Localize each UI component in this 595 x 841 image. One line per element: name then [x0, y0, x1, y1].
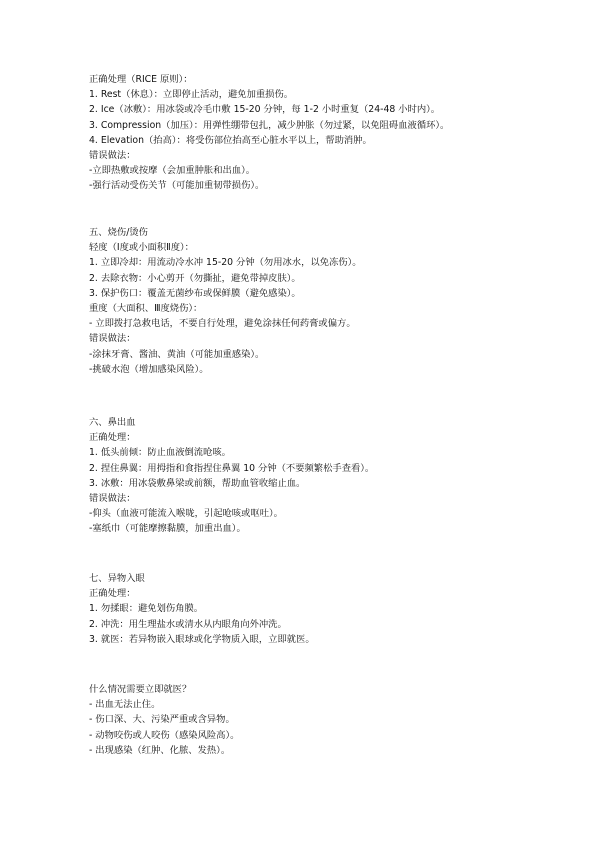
rice-wrong-item: -立即热敷或按摩（会加重肿胀和出血）。 [89, 165, 256, 177]
nosebleed-step: 3. 冰敷：用冰袋敷鼻梁或前额，帮助血管收缩止血。 [89, 477, 306, 489]
seek-doctor-item: - 伤口深、大、污染严重或含异物。 [89, 714, 235, 726]
eye-section [89, 571, 569, 647]
rice-step-rest: 1. Rest（休息）：立即停止活动，避免加重损伤。 [89, 89, 294, 101]
eye-step: 2. 冲洗：用生理盐水或清水从内眼角向外冲洗。 [89, 618, 287, 630]
rice-heading: 正确处理（RICE 原则）： [89, 74, 193, 85]
nosebleed-step: 2. 捏住鼻翼：用拇指和食指捏住鼻翼 10 分钟（不要频繁松手查看）。 [89, 462, 375, 474]
rice-section [89, 72, 569, 194]
eye-step: 3. 就医：若异物嵌入眼球或化学物质入眼，立即就医。 [89, 633, 315, 645]
rice-step-compression: 3. Compression（加压）：用弹性绷带包扎，减少肿胀（勿过紧，以免阻碍血液循环）。 [89, 119, 450, 131]
burns-wrong-item: -挑破水泡（增加感染风险）。 [89, 363, 209, 375]
eye-step: 1. 勿揉眼：避免划伤角膜。 [89, 603, 204, 615]
burns-title: 五、烧伤/烫伤 [89, 227, 148, 238]
nosebleed-title: 六、鼻出血 [89, 417, 136, 428]
seek-doctor-item: - 出血无法止住。 [89, 699, 161, 711]
nosebleed-wrong-heading: 错误做法： [89, 492, 136, 504]
rice-wrong-heading: 错误做法： [89, 149, 136, 161]
burns-step: 1. 立即冷却：用流动冷水冲 15-20 分钟（勿用冰水，以免冻伤）。 [89, 257, 362, 269]
burns-mild-heading: 轻度（Ⅰ度或小面积Ⅱ度）： [89, 242, 194, 254]
burns-wrong-item: -涂抹牙膏、酱油、黄油（可能加重感染）。 [89, 348, 265, 360]
burns-wrong-heading: 错误做法： [89, 333, 136, 345]
rice-step-ice: 2. Ice（冰敷）：用冰袋或冷毛巾敷 15-20 分钟，每 1-2 小时重复（24-48 小时内）。 [89, 104, 441, 116]
seek-doctor-item: - 出现感染（红肿、化脓、发热）。 [89, 744, 231, 756]
burns-step: 3. 保护伤口：覆盖无菌纱布或保鲜膜（避免感染）。 [89, 287, 301, 299]
eye-correct-heading: 正确处理： [89, 588, 136, 600]
burns-severe-item: - 立即拨打急救电话，不要自行处理，避免涂抹任何药膏或偏方。 [89, 318, 356, 330]
nosebleed-wrong-item: -仰头（血液可能流入喉咙，引起呛咳或呕吐）。 [89, 508, 283, 520]
nosebleed-section [89, 415, 569, 537]
rice-wrong-item: -强行活动受伤关节（可能加重韧带损伤）。 [89, 180, 265, 192]
eye-title: 七、异物入眼 [89, 573, 145, 584]
seek-doctor-item: - 动物咬伤或人咬伤（感染风险高）。 [89, 729, 240, 741]
seek-doctor-heading: 什么情况需要立即就医？ [89, 684, 192, 695]
nosebleed-correct-heading: 正确处理： [89, 432, 136, 444]
seek-doctor-section [89, 682, 569, 758]
nosebleed-wrong-item: -塞纸巾（可能摩擦黏膜，加重出血）。 [89, 523, 246, 535]
nosebleed-step: 1. 低头前倾：防止血液倒流呛咳。 [89, 447, 231, 459]
burns-severe-heading: 重度（大面积、Ⅲ度烧伤）： [89, 302, 203, 314]
rice-step-elevation: 4. Elevation（抬高）：将受伤部位抬高至心脏水平以上，帮助消肿。 [89, 134, 372, 146]
burns-section [89, 225, 569, 377]
burns-step: 2. 去除衣物：小心剪开（勿撕扯，避免带掉皮肤）。 [89, 272, 301, 284]
